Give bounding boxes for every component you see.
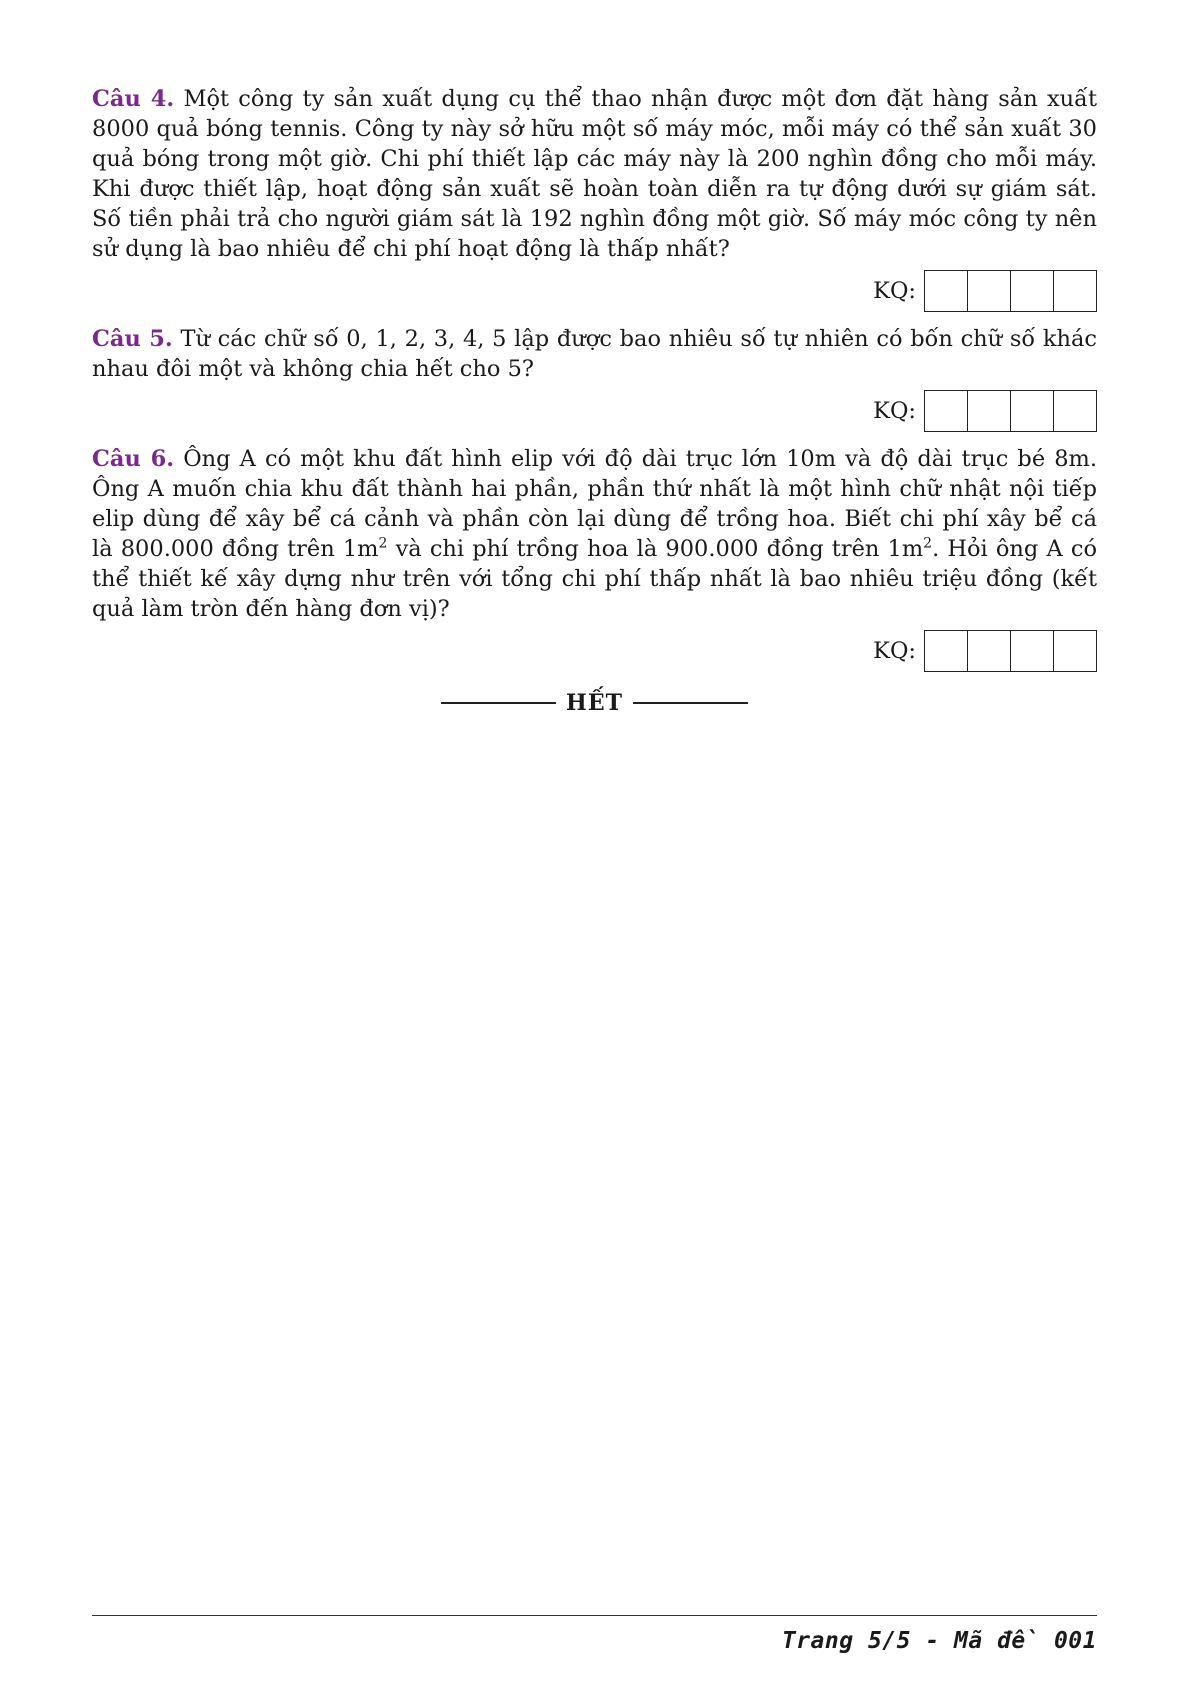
question-4 [92,84,1097,264]
page-footer: Trang 5/5 - Mã đề 001 [781,1628,1097,1654]
superscript: 2 [378,535,388,552]
question-6-label: Câu 6. [92,446,175,472]
end-marker [92,690,1097,716]
answer-cell[interactable] [967,391,1010,431]
answer-boxes-5[interactable] [924,390,1097,432]
answer-cell[interactable] [925,391,967,431]
answer-cell[interactable] [967,271,1010,311]
answer-label: KQ: [873,278,916,304]
answer-row-5 [92,390,1097,432]
answer-label: KQ: [873,638,916,664]
answer-row-6 [92,630,1097,672]
question-6-text-part1: Ông A có một khu đất hình elip với độ dài trục lớn 10m và độ dài trục bé 8m. Ông A muốn chia khu đất thành hai phần, phần thứ nhất là một hình chữ nhật nội tiếp elip dùng để xây bể cá cảnh và phần còn lại dùng để trồng hoa. Biết chi phí xây bể cá là 800.000 đồng trên 1m [92,446,1098,562]
question-5-label: Câu 5. [92,326,173,352]
answer-cell[interactable] [1010,271,1053,311]
question-4-text: Một công ty sản xuất dụng cụ thể thao nhận được một đơn đặt hàng sản xuất 8000 quả bóng tennis. Công ty này sở hữu một số máy móc, mỗi máy có thể sản xuất 30 quả bóng trong một giờ. Chi phí thiết lập các máy này là 200 nghìn đồng cho mỗi máy. Khi được thiết lập, hoạt động sản xuất sẽ hoàn toàn diễn ra tự động dưới sự giám sát. Số tiền phải trả cho người giám sát là 192 nghìn đồng một giờ. Số máy móc công ty nên sử dụng là bao nhiêu để chi phí hoạt động là thấp nhất? [92,86,1097,262]
question-6-text-part2: và chi phí trồng hoa là 900.000 đồng trên 1m [387,536,924,562]
answer-cell[interactable] [1053,391,1096,431]
answer-cell[interactable] [1010,631,1053,671]
question-5-text: Từ các chữ số 0, 1, 2, 3, 4, 5 lập được bao nhiêu số tự nhiên có bốn chữ số khác nhau đôi một và không chia hết cho 5? [92,326,1098,382]
answer-label: KQ: [873,398,916,424]
answer-cell[interactable] [967,631,1010,671]
answer-cell[interactable] [925,271,967,311]
answer-cell[interactable] [1010,391,1053,431]
question-4-label: Câu 4. [92,86,175,112]
question-5 [92,324,1097,384]
answer-boxes-4[interactable] [924,270,1097,312]
answer-cell[interactable] [1053,631,1096,671]
answer-cell[interactable] [925,631,967,671]
answer-cell[interactable] [1053,271,1096,311]
exam-page-content [92,84,1097,716]
divider [441,702,556,704]
question-6 [92,444,1097,624]
question-6-text-part3: . Hỏi ông A có thể thiết kế xây dựng như trên với tổng chi phí thấp nhất là bao nhiêu triệu đồng (kết quả làm tròn đến hàng đơn vị)? [92,536,1097,622]
superscript: 2 [923,535,933,552]
footer-divider [92,1615,1097,1616]
answer-row-4 [92,270,1097,312]
end-text: HẾT [566,690,623,716]
answer-boxes-6[interactable] [924,630,1097,672]
divider [633,702,748,704]
